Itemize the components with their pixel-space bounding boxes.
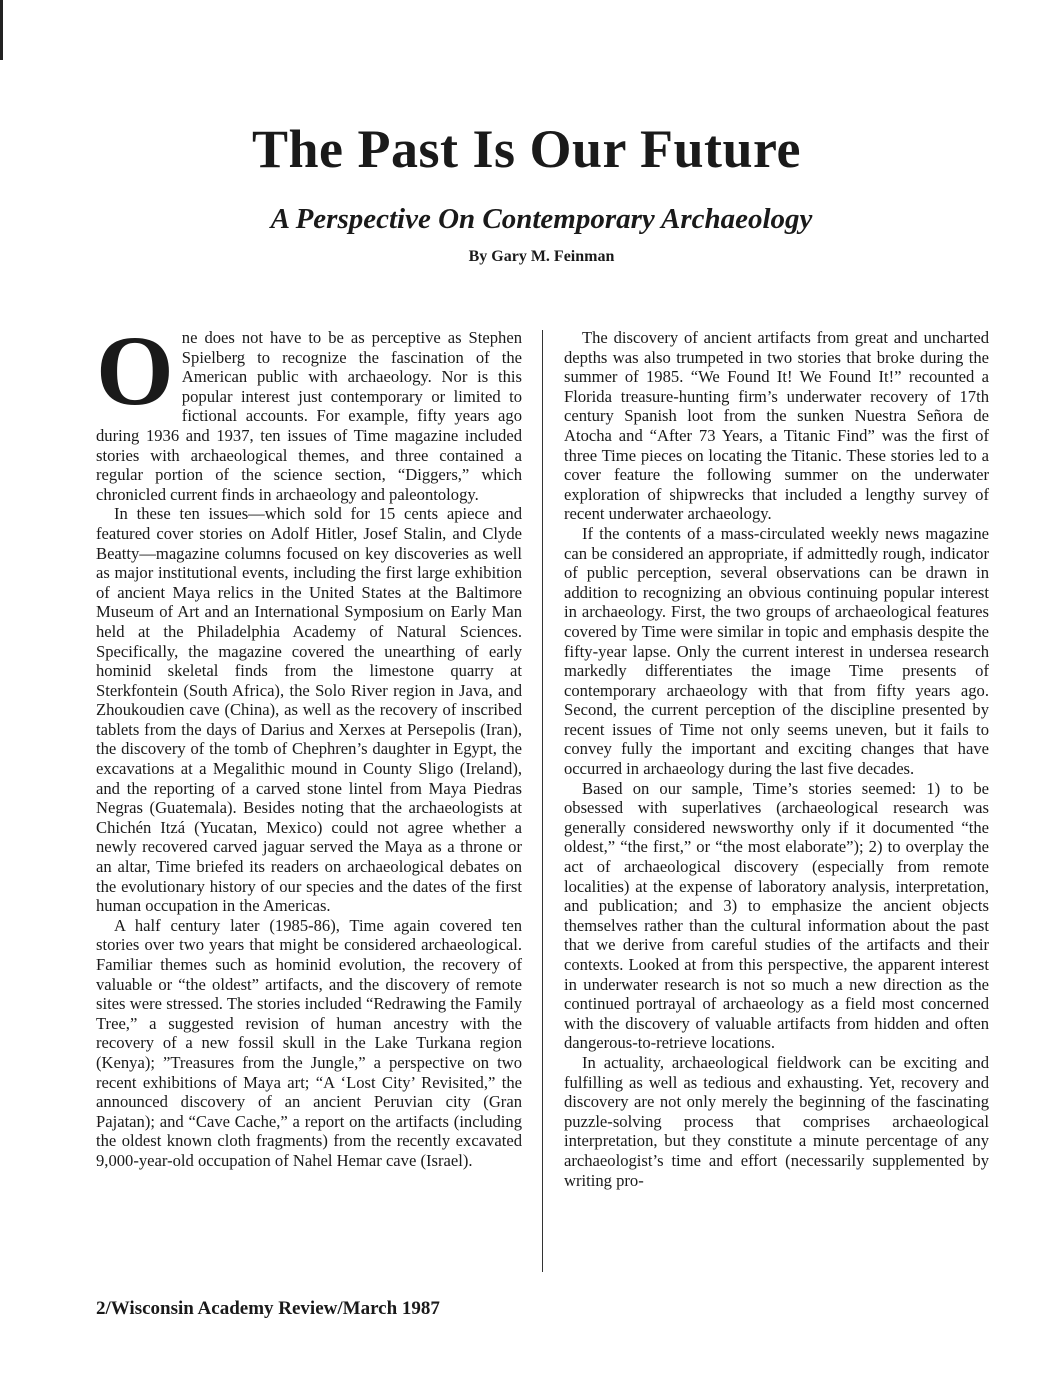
left-column <box>96 315 522 1171</box>
page-footer: 2/Wisconsin Academy Review/March 1987 <box>96 1298 440 1319</box>
paragraph: The discovery of ancient artifacts from great and uncharted depths was also trumpeted in two stories that broke during the summer of 1985. “We Found It! We Found It!” recounted a Florida treasure-hunting firm’s underwater recovery of 17th century Spanish loot from the sunken Nuestra Señora de Atocha and “After 73 Years, a Titanic Find” was the first of three Time pieces on locating the Titanic. These stories led to a cover feature the following summer on the underwater exploration of shipwrecks that included a lengthy survey of recent underwater archaeology. <box>564 328 989 524</box>
paragraph: If the contents of a mass-circulated weekly news magazine can be considered an appropriate, if admittedly rough, indicator of public perception, several observations can be drawn in addition to recognizing an obvious continuing popular interest in archaeology. First, the two groups of archaeological features covered by Time were similar in topic and emphasis despite the fifty-year lapse. Only the current interest in undersea research markedly differentiates the image Time presents of contemporary archaeology with that from fifty years ago. Second, the current perception of the discipline presented by recent issues of Time not only seems uneven, but it fails to convey fully the important and exciting changes that have occurred in archaeology during the last five decades. <box>564 523 989 779</box>
paragraph <box>96 315 522 504</box>
page-edge-mark <box>0 0 3 60</box>
paragraph: Based on our sample, Time’s stories seemed: 1) to be obsessed with superlatives (archaeological research was generally considered newsworthy only if it documented “the oldest,” “the first,” or “the most elaborate”); 2) to overplay the act of archaeological discovery (especially from remote localities) at the expense of laboratory analysis, interpretation, and publication; and 3) to emphasize the ancient objects themselves rather than the cultural information about the past that we derive from careful studies of the artifacts and their contexts. Looked at from this perspective, the apparent interest in underwater research is not so much a new direction as the continued portrayal of archaeology as a field most concerned with the discovery of valuable artifacts from hidden and often dangerous-to-retrieve locations. <box>564 778 989 1053</box>
paragraph: In actuality, archaeological fieldwork can be exciting and fulfilling as well as tedious and exhausting. Yet, recovery and discovery are not only merely the beginning of the fascinating puzzle-solving process that comprises archaeological interpretation, but they constitute a minute percentage of any archaeologist’s time and effort (necessarily supplemented by writing pro- <box>564 1052 989 1190</box>
paragraph-text: ne does not have to be as perceptive as Stephen Spielberg to recognize the fascination of the American public with archaeology. Nor is this popular interest just contemporary or limited to fictional accounts. For example, fifty years ago during 1936 and 1937, ten issues of Time magazine included stories with archaeological themes, and three contained a regular portion of the science section, “Diggers,” which chronicled current finds in archaeology and paleontology. <box>96 328 522 504</box>
paragraph: In these ten issues—which sold for 15 cents apiece and featured cover stories on Adolf Hitler, Josef Stalin, and Clyde Beatty—magazine columns focused on key discoveries as well as major institutional events, including the first large exhibition of ancient Maya relics in the United States at the Baltimore Museum of Art and an International Symposium on Early Man held at the Philadelphia Academy of Natural Sciences. Specifically, the magazine covered the unearthing of early hominid skeletal finds from the limestone quarry at Sterkfontein (South Africa), the Solo River region in Java, and Zhoukoudien cave (China), as well as the recovery of inscribed tablets from the days of Darius and Xerxes at Persepolis (Iran), the discovery of the tomb of Chephren’s daughter in Egypt, the excavations at a Megalithic mound in County Sligo (Ireland), and the reporting of a carved stone lintel from Maya Piedras Negras (Guatemala). Besides noting that the archaeologists at Chichén Itzá (Yucatan, Mexico) could not agree whether a newly recovered carved jaguar served the Maya as a throne or an altar, Time briefed its readers on archaeological debates on the evolutionary history of our species and the dates of the first human occupation in the Americas. <box>96 504 522 916</box>
article-title: The Past Is Our Future <box>251 119 802 179</box>
article-subtitle: A Perspective On Contemporary Archaeology <box>270 203 813 235</box>
column-divider <box>542 330 543 1272</box>
drop-cap: O <box>96 315 174 426</box>
right-column <box>564 328 989 1190</box>
article-byline: By Gary M. Feinman <box>468 248 615 265</box>
paragraph: A half century later (1985-86), Time again covered ten stories over two years that might be considered archaeological. Familiar themes such as hominid evolution, the recovery of valuable or “the oldest” artifacts, and the discovery of remote sites were stressed. The stories included “Redrawing the Family Tree,” a suggested revision of human ancestry with the recovery of a new fossil skull in the Lake Turkana region (Kenya); ”Treasures from the Jungle,” a perspective on two recent exhibitions of Maya art; “A ‘Lost City’ Revisited,” the announced discovery of an ancient Peruvian city (Gran Pajatan); and “Cave Cache,” a report on the artifacts (including the oldest known cloth fragments) from the recently excavated 9,000-year-old occupation of Nahel Hemar cave (Israel). <box>96 915 522 1170</box>
